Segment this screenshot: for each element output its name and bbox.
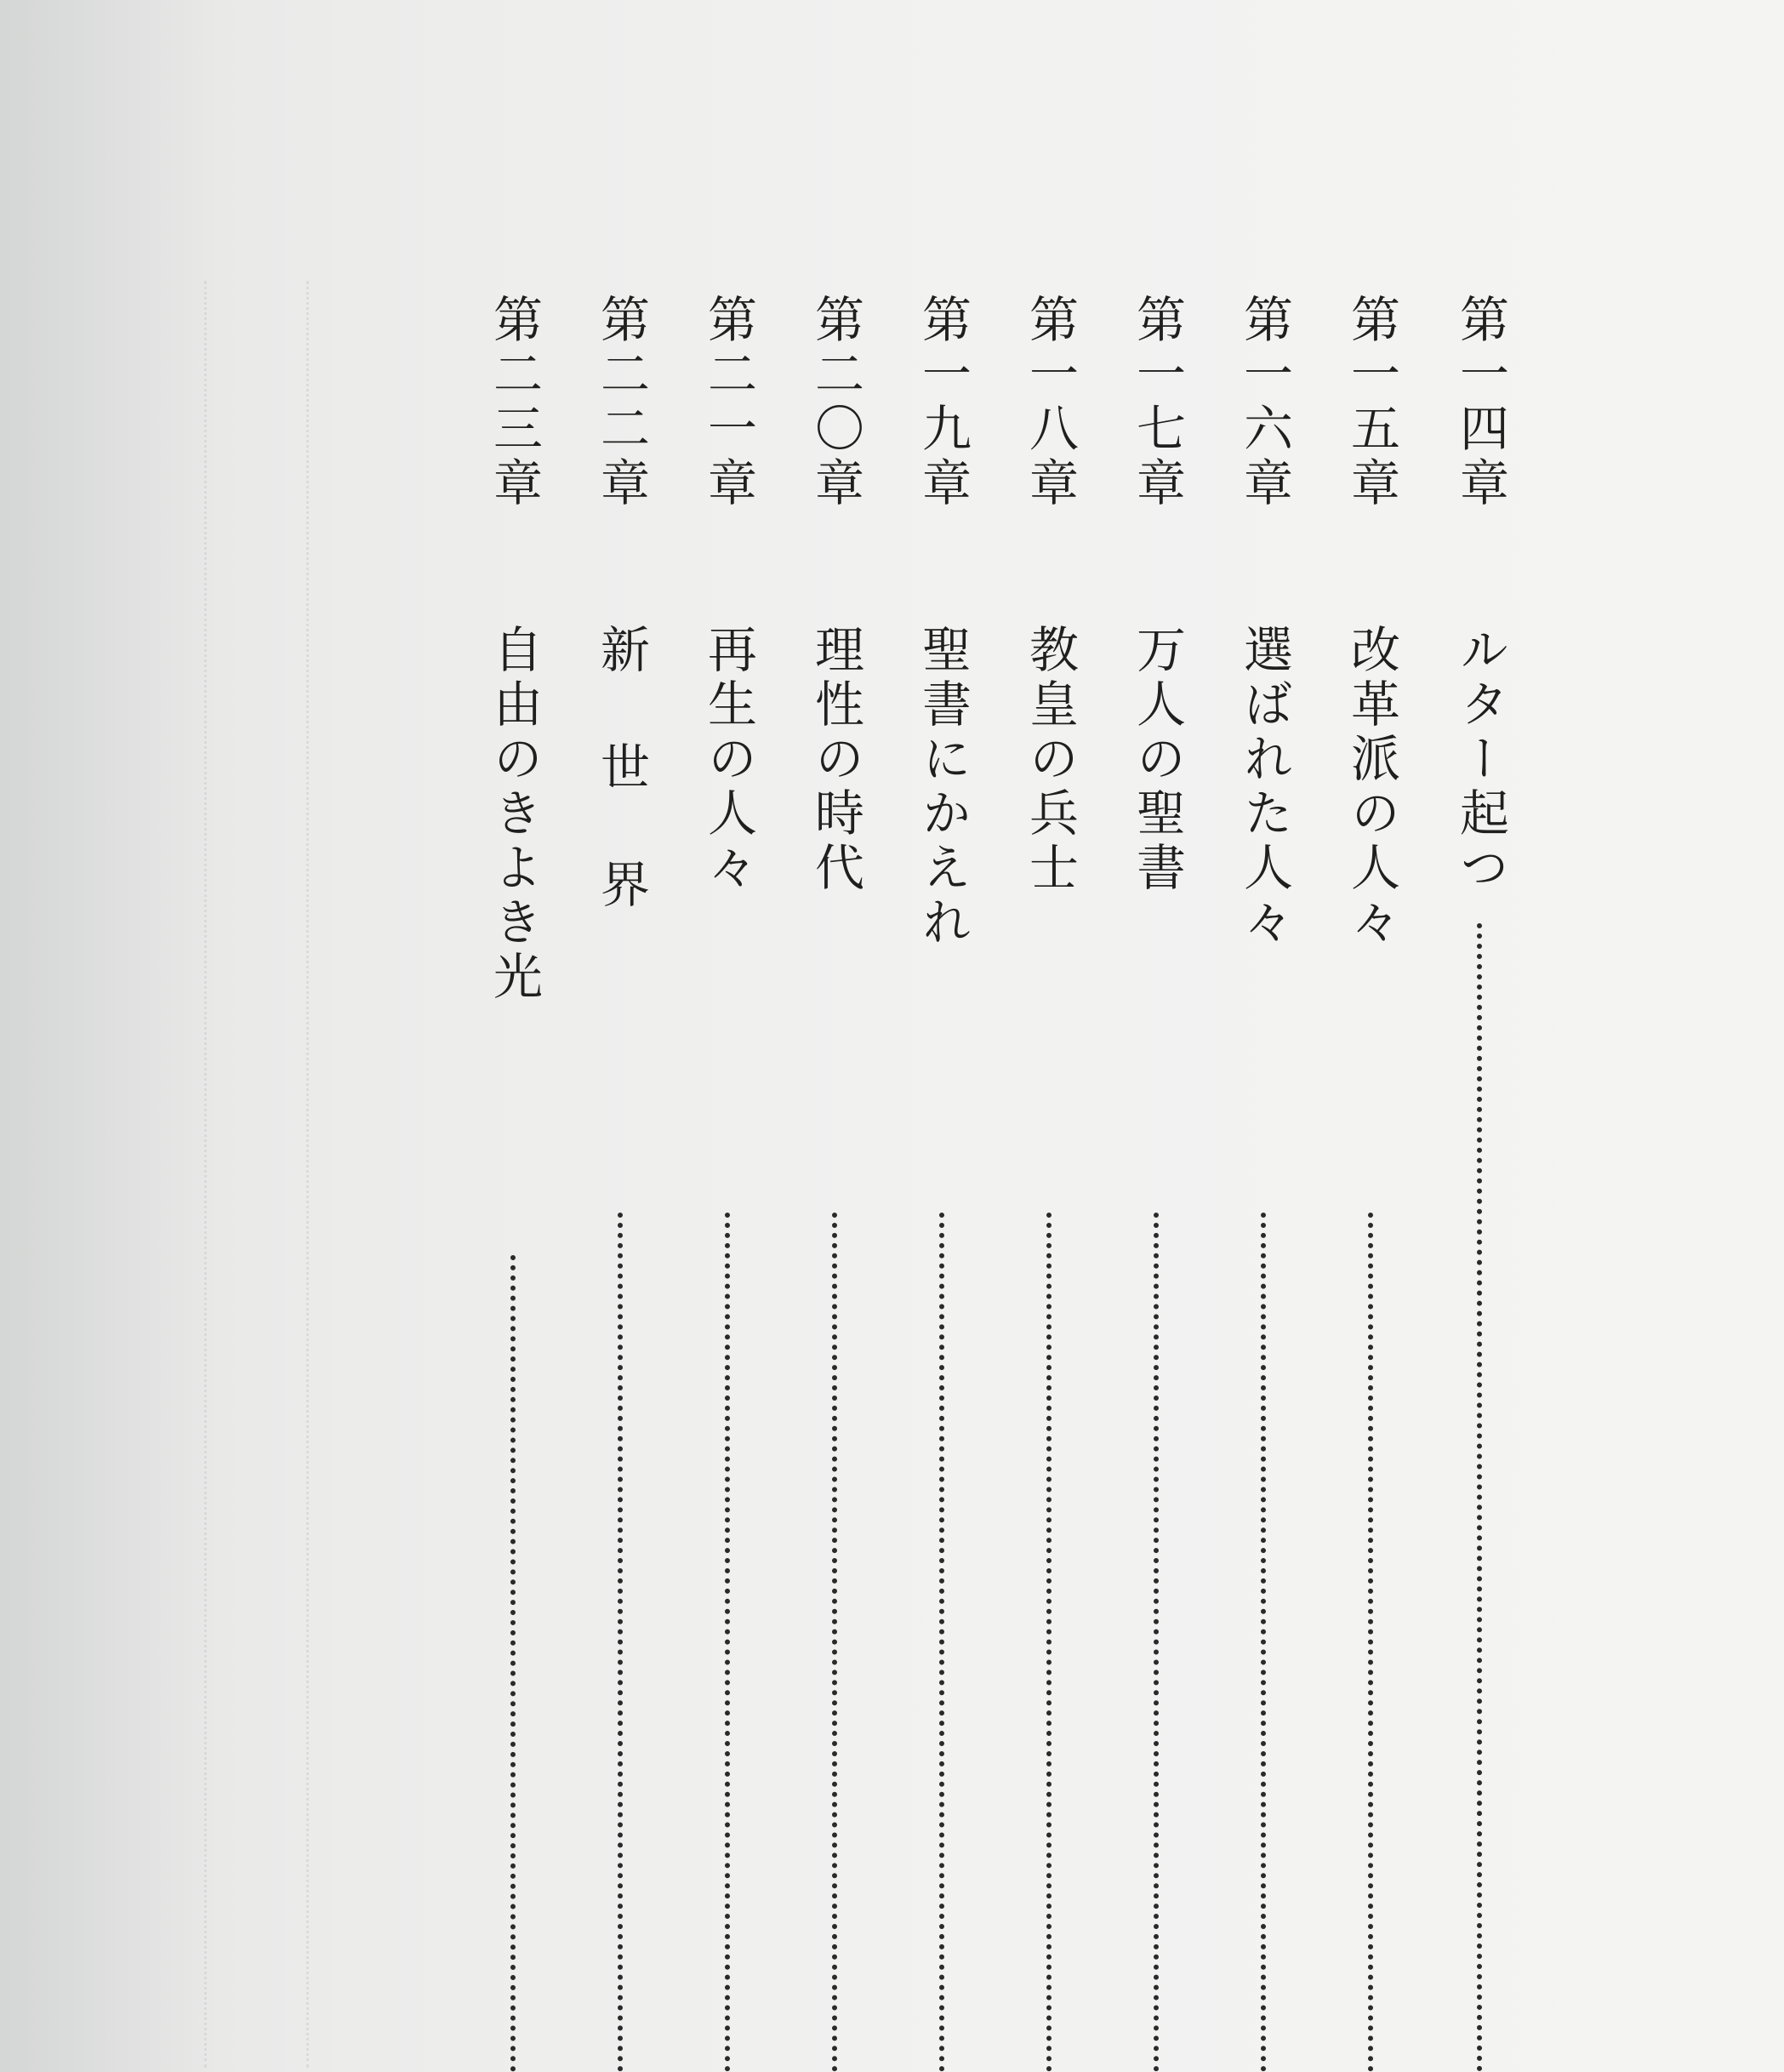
- toc-entry-text: [587, 294, 655, 913]
- toc-entry[interactable]: [1123, 294, 1191, 2072]
- chapter-number: 第二〇章: [807, 294, 864, 511]
- toc-entry[interactable]: [1230, 294, 1298, 2072]
- toc-entry[interactable]: [1016, 294, 1084, 2072]
- chapter-title: 再生の人々: [699, 624, 757, 896]
- toc-entry-text: [480, 294, 548, 1005]
- toc-entry-text: [694, 294, 762, 896]
- toc-entry-text: [1230, 294, 1298, 950]
- toc-entry[interactable]: [909, 294, 977, 2072]
- toc-entry[interactable]: [587, 294, 655, 2072]
- chapter-title: 万人の聖書: [1128, 624, 1186, 896]
- toc-entry-text: [1123, 294, 1191, 896]
- chapter-number: 第一九章: [914, 294, 972, 511]
- chapter-number: 第一七章: [1128, 294, 1186, 511]
- bleed-through-leader: [204, 281, 241, 2068]
- toc-entry[interactable]: [694, 294, 762, 2072]
- dot-leader: [1261, 1213, 1266, 2072]
- toc-entry-text: [909, 294, 977, 950]
- page-gutter-shadow: [0, 0, 221, 2072]
- chapter-number: 第二三章: [485, 294, 543, 511]
- toc-entry[interactable]: [801, 294, 869, 2072]
- chapter-title: 新 世 界: [592, 624, 650, 913]
- chapter-title: 改革派の人々: [1342, 624, 1400, 950]
- dot-leader: [1368, 1213, 1373, 2072]
- chapter-title: 教皇の兵士: [1021, 624, 1079, 896]
- dot-leader: [725, 1213, 730, 2072]
- dot-leader: [510, 1255, 516, 2072]
- chapter-number: 第一五章: [1342, 294, 1400, 511]
- chapter-title: 理性の時代: [807, 624, 864, 896]
- toc-entry-text: [1016, 294, 1084, 896]
- toc-entry-text: [801, 294, 869, 896]
- chapter-number: 第二一章: [699, 294, 757, 511]
- dot-leader: [1477, 923, 1482, 2072]
- toc-entry[interactable]: [1337, 294, 1405, 2072]
- bleed-through-leader: [306, 281, 343, 2068]
- toc-entry-text: [1446, 294, 1514, 896]
- chapter-title: ルター起つ: [1451, 624, 1509, 896]
- dot-leader: [1046, 1213, 1052, 2072]
- chapter-number: 第二二章: [592, 294, 650, 511]
- toc-entry[interactable]: [480, 294, 548, 2072]
- chapter-title: 聖書にかえれ: [914, 624, 972, 950]
- toc-entry[interactable]: [1446, 294, 1514, 2072]
- chapter-number: 第一八章: [1021, 294, 1079, 511]
- dot-leader: [618, 1213, 623, 2072]
- chapter-number: 第一四章: [1451, 294, 1509, 511]
- chapter-title: 選ばれた人々: [1235, 624, 1293, 950]
- dot-leader: [832, 1213, 837, 2072]
- dot-leader: [1154, 1213, 1159, 2072]
- dot-leader: [939, 1213, 944, 2072]
- toc-entry-text: [1337, 294, 1405, 950]
- chapter-number: 第一六章: [1235, 294, 1293, 511]
- chapter-title: 自由のきよき光: [485, 624, 543, 1005]
